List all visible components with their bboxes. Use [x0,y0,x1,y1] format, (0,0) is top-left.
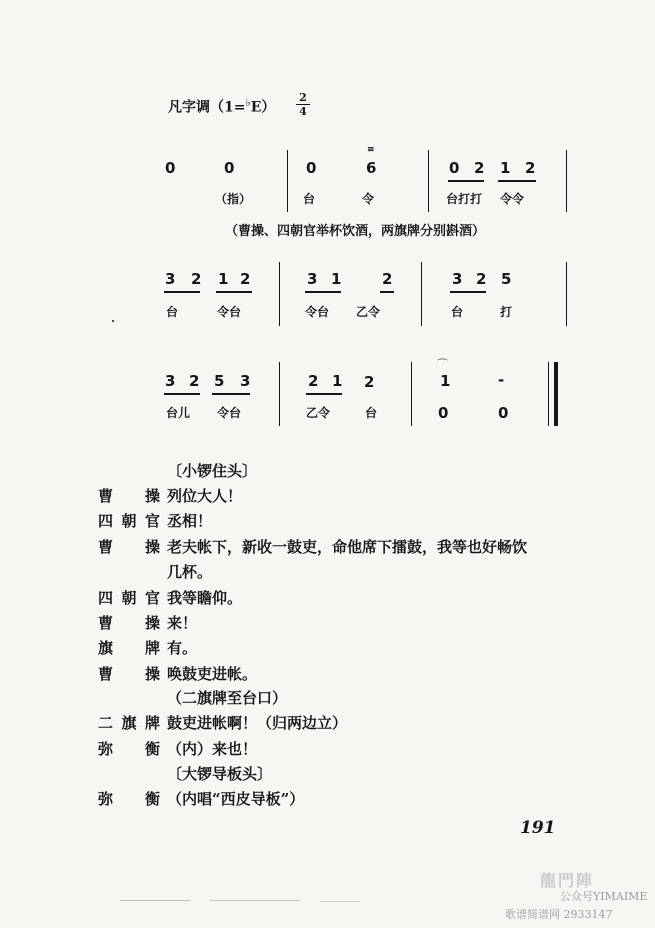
note: 1 [332,372,343,390]
key-signature: 凡字调（1=♭E） [168,96,276,116]
dialogue-text: 鼓吏进帐啊！（归两边立） [167,714,348,732]
dialogue-text: 〔小锣住头〕 [167,462,258,480]
dialogue-text: 〔大锣导板头〕 [167,765,273,783]
note: 2 [191,270,202,288]
dialogue-text: 我等瞻仰。 [167,589,243,607]
bar-line [279,262,280,326]
dialogue-text: （内唱“西皮导板”） [167,790,305,808]
note: 2 [525,159,536,177]
bar-line [287,150,288,212]
note: 0 [449,159,460,177]
note: 5 [214,372,225,390]
lyric: 台 [166,305,179,319]
note: 3 [452,270,463,288]
speck [120,900,190,901]
lyric: 0 [498,404,509,422]
note: 2 [308,372,319,390]
speaker: 曹操 [98,487,160,505]
beam [498,180,536,182]
dialogue-text: 唤鼓吏进帐。 [167,665,258,683]
speaker: 曹操 [98,665,160,683]
lyric: 令令 [500,192,525,206]
accent-mark: ≡ [367,145,375,155]
lyric: 令台 [305,305,330,319]
lyric: 台 [303,192,316,206]
lyric: 令 [362,192,375,206]
watermark-text: 歌谱简谱网 2933147 [505,908,613,921]
note: 2 [476,270,487,288]
beam [380,291,394,293]
lyric: 0 [438,404,449,422]
beam [450,291,486,293]
note: 3 [307,270,318,288]
note: 2 [240,270,251,288]
dialogue-text: 丞相！ [167,512,213,530]
time-signature: 2 4 [296,92,310,117]
note: 0 [165,159,176,177]
stage-direction: （曹操、四朝官举杯饮酒，两旗牌分别斟酒） [225,224,486,239]
beam [212,393,250,395]
lyric: 乙令 [356,305,381,319]
beam [164,393,200,395]
note: - [498,371,505,389]
lyric: 台 [365,406,378,420]
dialogue-text: 有。 [167,639,198,657]
final-bar-line [554,362,558,426]
speaker: 曹操 [98,614,160,632]
bar-line [566,150,567,212]
bar-line [279,362,280,426]
beam [305,291,341,293]
lyric: 乙令 [306,406,331,420]
lyric: 令台 [217,406,242,420]
lyric: 台打打 [446,192,483,206]
bar-line [548,362,549,426]
bar-line [566,262,567,326]
note: 3 [165,270,176,288]
note: 1 [500,159,511,177]
dialogue-text: （内）来也！ [167,740,258,758]
dialogue-text: 几杯。 [167,563,213,581]
beam [216,291,252,293]
speaker: 四朝官 [98,512,160,530]
note: 2 [364,373,375,391]
beam [448,180,484,182]
note: 2 [189,372,200,390]
lyric: （指） [215,192,252,206]
note: 0 [306,159,317,177]
speck [320,901,360,902]
lyric: 令台 [217,305,242,319]
note: 5 [501,270,512,288]
dialogue-text: （二旗牌至台口） [167,689,288,707]
speaker: 弥衡 [98,740,160,758]
beam [306,393,342,395]
lyric: 台 [451,305,464,319]
note: 1 [440,372,451,390]
bar-line [428,150,429,212]
fermata: ⌒ [437,358,448,371]
note: 3 [240,372,251,390]
speaker: 二旗牌 [98,714,160,732]
bar-line [421,262,422,326]
speck [112,320,114,322]
speaker: 四朝官 [98,589,160,607]
speaker: 旗牌 [98,639,160,657]
speaker: 曹操 [98,538,160,556]
note: 1 [218,270,229,288]
watermark-brand: 龍門陣 [540,871,595,890]
note: 0 [224,159,235,177]
note: 2 [382,270,393,288]
speaker: 弥衡 [98,790,160,808]
page-number: 191 [520,818,556,838]
note: 3 [165,372,176,390]
speck [210,900,300,901]
note: 1 [331,270,342,288]
bar-line [411,362,412,426]
note: 6 [366,159,377,177]
dialogue-text: 老夫帐下，新收一鼓吏，命他席下擂鼓，我等也好畅饮 [167,538,528,556]
dialogue-text: 列位大人！ [167,487,243,505]
watermark-text: 公众号YIMAIME [560,890,648,903]
dialogue-text: 来！ [167,614,198,632]
lyric: 台儿 [166,406,191,420]
lyric: 打 [500,305,513,319]
beam [164,291,200,293]
note: 2 [474,159,485,177]
